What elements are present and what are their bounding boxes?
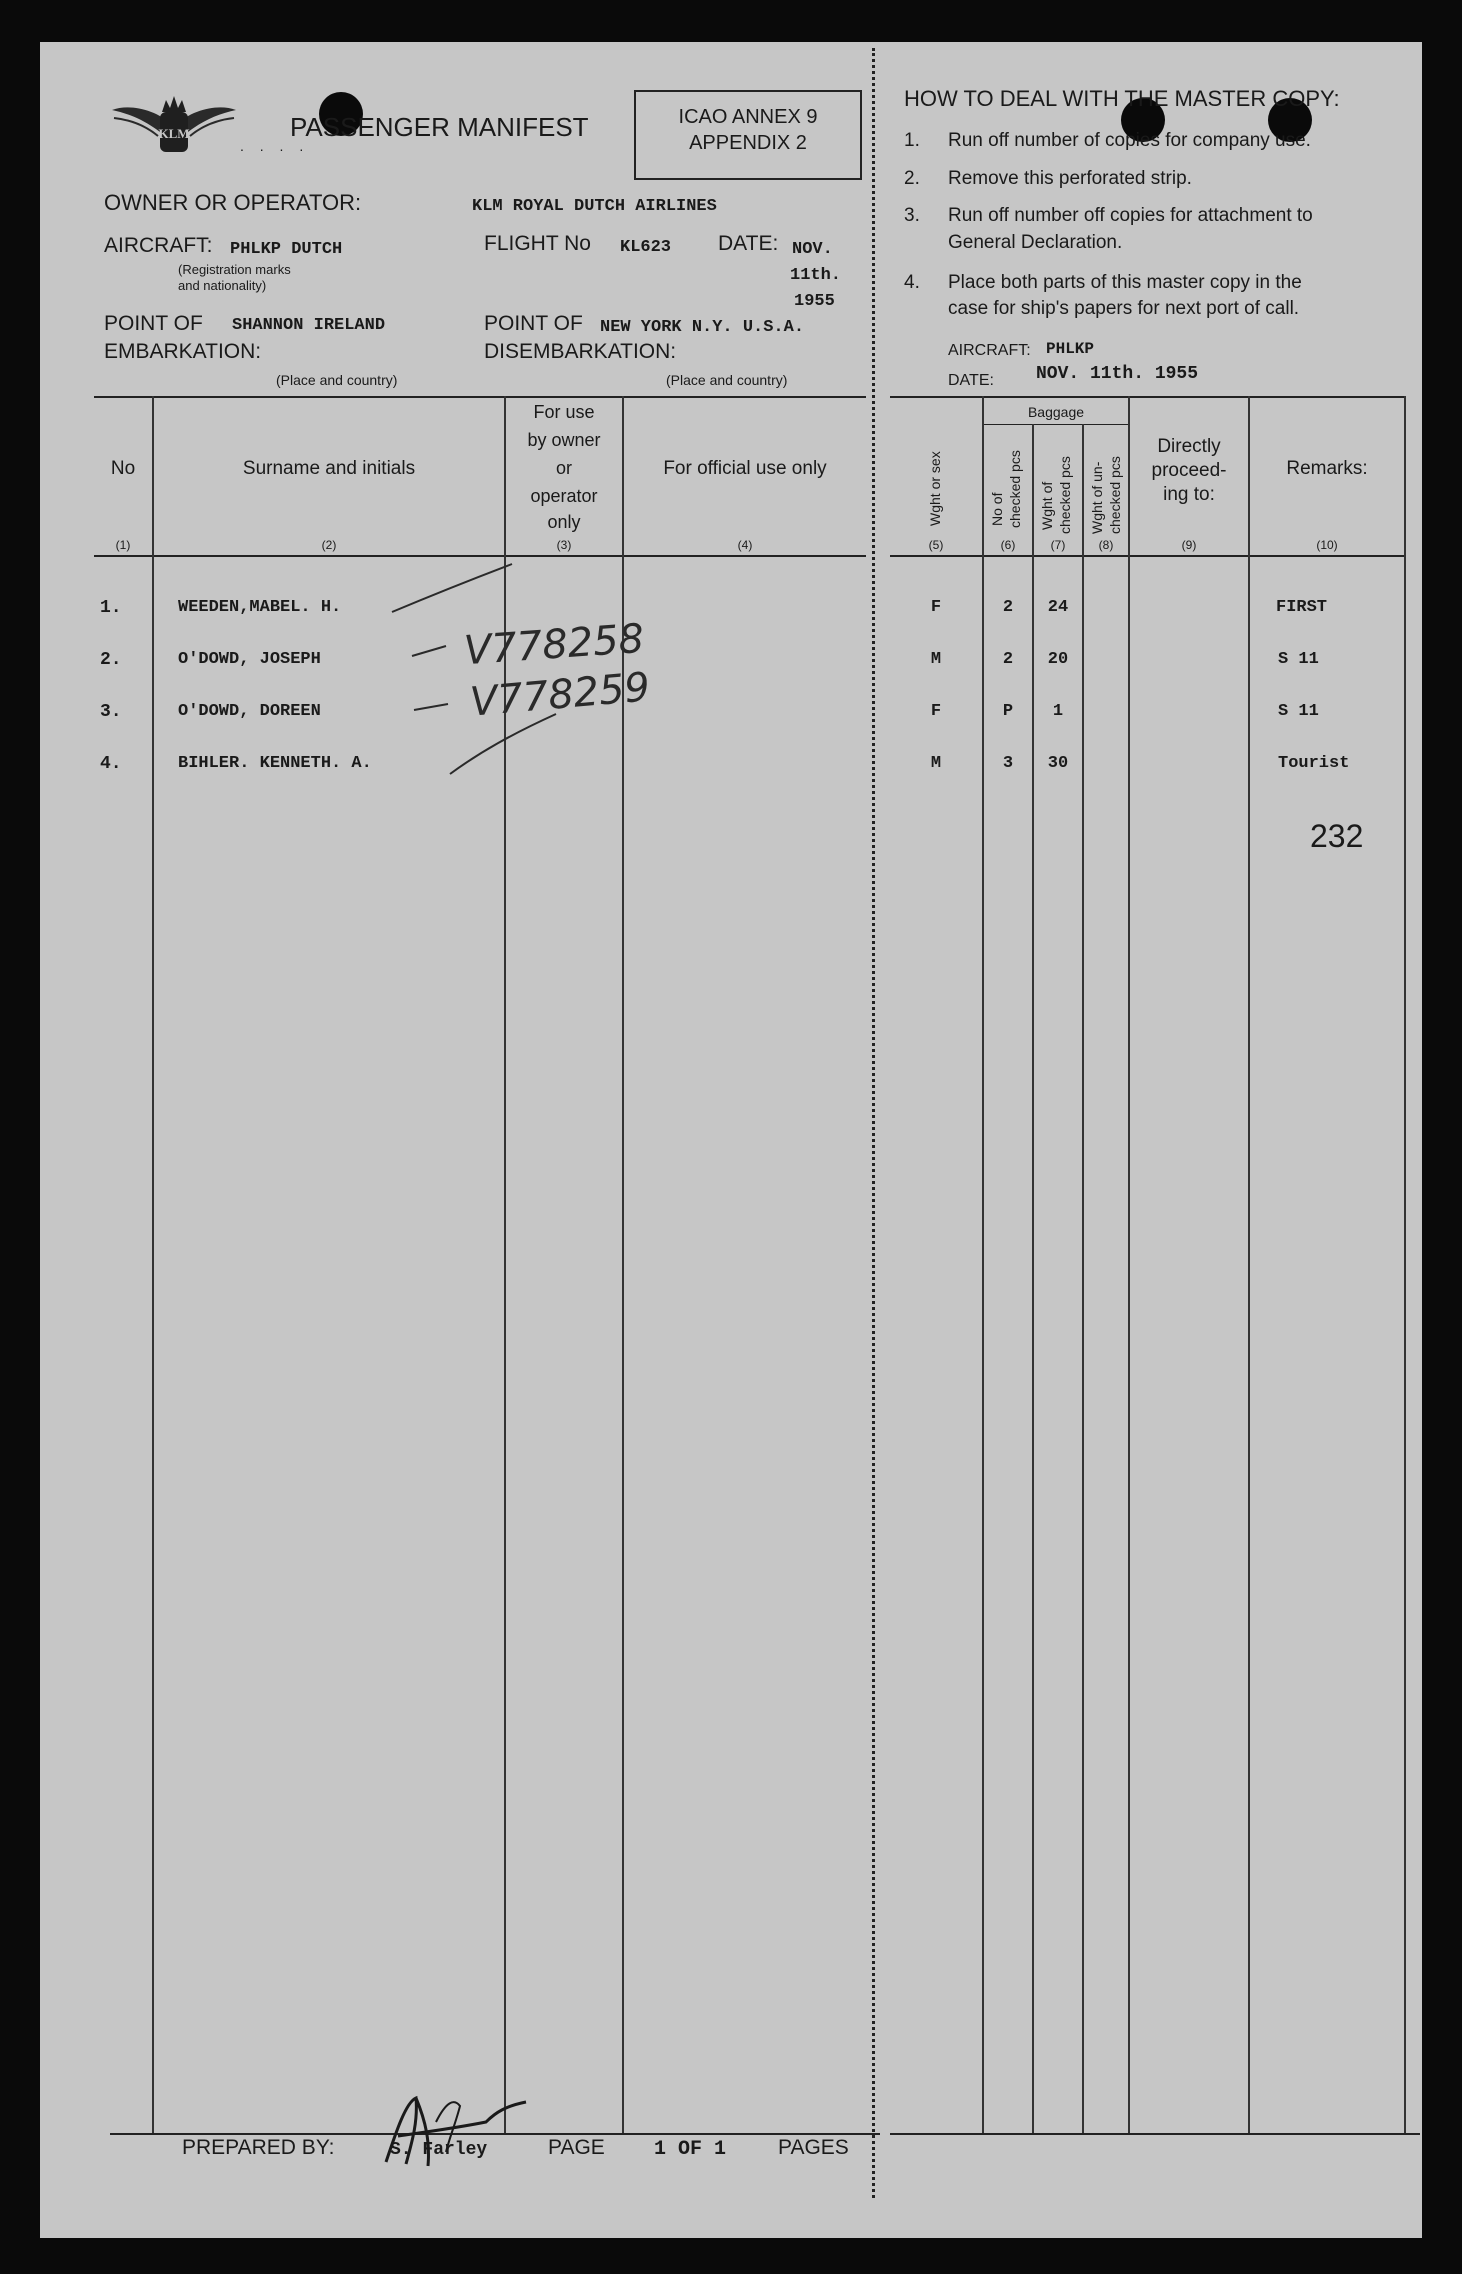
baggage-weight: 30 [1047,754,1069,773]
stamp-number: 232 [1310,818,1364,854]
passenger-sex: F [930,598,942,617]
col-header-directly-3: ing to: [1163,484,1215,505]
embark-label-1: POINT OF [104,312,203,335]
passenger-owner-use: V778259 [468,664,652,726]
instructions-title: HOW TO DEAL WITH THE MASTER COPY: [904,86,1340,111]
logo-dots: . . . . [240,138,310,154]
col-header-no-checked-2: checked pcs [1007,450,1023,528]
baggage-weight: 1 [1052,702,1064,721]
col-number-8: (8) [1098,538,1114,552]
col-header-wght-unchecked-2: checked pcs [1107,456,1123,534]
col-header-surname: Surname and initials [242,458,416,479]
annex-line-1: ICAO ANNEX 9 [678,106,818,128]
prepared-by-value: S. Farley [390,2140,488,2160]
passenger-sex: M [930,650,942,669]
col-number-7: (7) [1050,538,1066,552]
flight-value: KL623 [620,238,672,257]
date-value-line-3: 1955 [794,292,835,311]
col-header-owner-use-2: by owner [527,430,601,450]
instruction-num-4: 4. [904,272,920,293]
passenger-no: 3. [100,702,122,722]
col-number-10: (10) [1316,538,1338,552]
page-title: PASSENGER MANIFEST [290,112,589,142]
prepared-by-label: PREPARED BY: [182,2136,335,2159]
col-header-baggage: Baggage [1027,404,1085,420]
svg-text:KLM: KLM [158,126,190,141]
disembark-label-2: DISEMBARKATION: [484,340,677,363]
disembark-label-1: POINT OF [484,312,583,335]
embark-value: SHANNON IRELAND [232,316,386,335]
disembark-value: NEW YORK N.Y. U.S.A. [600,318,805,337]
aircraft-value: PHLKP DUTCH [230,240,343,259]
instruction-num-1: 1. [904,130,920,151]
pages-label: PAGES [778,2136,849,2159]
col-header-owner-use-5: only [547,512,581,532]
passenger-remarks: Tourist [1278,754,1350,773]
col-number-1: (1) [115,538,131,552]
col-number-6: (6) [1000,538,1016,552]
passenger-no: 1. [100,598,122,618]
date-value-line-2: 11th. [790,266,842,285]
instruction-num-3: 3. [904,205,920,226]
baggage-weight: 24 [1047,598,1069,617]
passenger-remarks: S 11 [1278,702,1319,721]
strip-date-label: DATE: [948,372,994,389]
page-label: PAGE [548,2136,605,2159]
page-value: 1 OF 1 [654,2138,727,2161]
disembark-place-note: (Place and country) [666,372,788,388]
instruction-text-2: Remove this perforated strip. [948,168,1192,189]
strip-date-value: NOV. 11th. 1955 [1036,364,1199,384]
col-number-5: (5) [928,538,944,552]
instruction-text-3a: Run off number off copies for attachment to [948,205,1313,226]
instruction-text-3b: General Declaration. [948,232,1123,253]
baggage-pieces: 2 [1002,650,1014,669]
col-header-wght-sex: Wght or sex [927,451,943,526]
col-header-wght-unchecked-1: Wght of un- [1089,461,1105,534]
passenger-no: 4. [100,754,122,774]
col-header-directly-1: Directly [1157,436,1221,457]
aircraft-label: AIRCRAFT: [104,234,213,257]
passenger-remarks: S 11 [1278,650,1319,669]
aircraft-note-2: and nationality) [178,278,267,293]
instruction-text-4b: case for ship's papers for next port of call. [948,298,1300,319]
col-header-owner-use-4: operator [530,486,598,506]
col-header-owner-use-1: For use [533,402,595,422]
date-label: DATE: [718,232,779,255]
col-header-official: For official use only [663,458,827,479]
baggage-pieces: 2 [1002,598,1014,617]
col-header-wght-checked-1: Wght of [1039,481,1055,530]
passenger-owner-use: V778258 [462,615,646,675]
annex-line-2: APPENDIX 2 [689,132,807,154]
passenger-name: WEEDEN,MABEL. H. [178,598,342,617]
passenger-name: O'DOWD, JOSEPH [178,650,321,669]
owner-label: OWNER OR OPERATOR: [104,190,362,215]
date-value-line-1: NOV. [792,240,833,259]
owner-value: KLM ROYAL DUTCH AIRLINES [472,197,717,216]
baggage-pieces: P [1002,702,1014,721]
col-header-no: No [110,458,136,479]
passenger-sex: M [930,754,942,773]
col-header-directly-2: proceed- [1151,460,1227,481]
passenger-remarks: FIRST [1276,598,1328,617]
col-number-4: (4) [737,538,753,552]
embark-label-2: EMBARKATION: [104,340,262,363]
passenger-no: 2. [100,650,122,670]
baggage-weight: 20 [1047,650,1069,669]
col-number-2: (2) [321,538,337,552]
passenger-name: O'DOWD, DOREEN [178,702,321,721]
instruction-text-4a: Place both parts of this master copy in the [948,272,1302,293]
handwritten-signature [376,2092,536,2172]
baggage-pieces: 3 [1002,754,1014,773]
strip-aircraft-label: AIRCRAFT: [948,342,1031,359]
col-number-3: (3) [556,538,572,552]
instruction-num-2: 2. [904,168,920,189]
passenger-name: BIHLER. KENNETH. A. [178,754,372,773]
col-header-owner-use-3: or [555,458,572,478]
col-header-no-checked-1: No of [989,492,1005,526]
aircraft-note-1: (Registration marks [178,262,291,277]
passenger-sex: F [930,702,942,721]
col-number-9: (9) [1181,538,1197,552]
flight-label: FLIGHT No [484,232,591,255]
strip-aircraft-value: PHLKP [1046,340,1095,358]
col-header-remarks: Remarks: [1286,458,1368,479]
embark-place-note: (Place and country) [276,372,398,388]
instruction-text-1: Run off number of copies for company use. [948,130,1311,151]
col-header-wght-checked-2: checked pcs [1057,456,1073,534]
